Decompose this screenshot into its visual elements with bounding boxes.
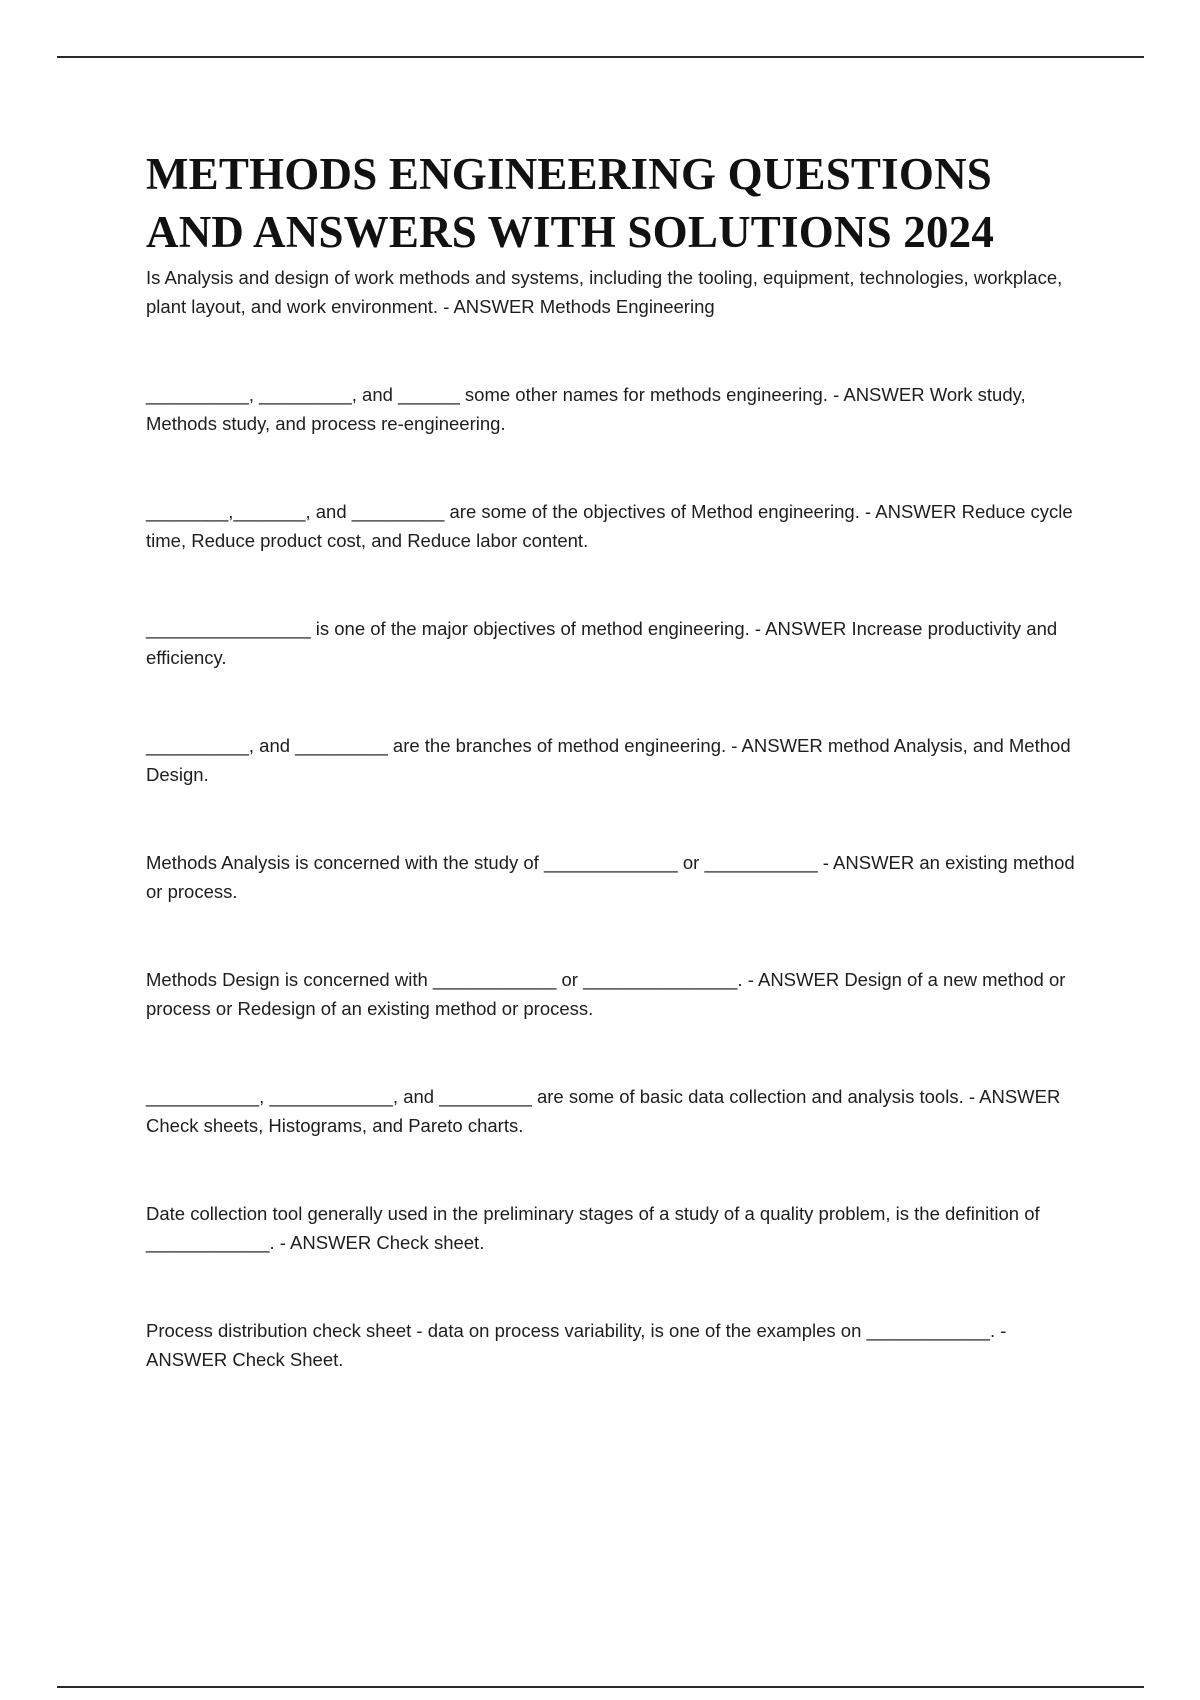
qa-item-1: Is Analysis and design of work methods and systems, including the tooling, equipment, technologies, workplace, plant layout, and work environment. - ANSWER Methods Engineering bbox=[146, 267, 1063, 317]
title-line-2: AND ANSWERS WITH SOLUTIONS 2024 bbox=[146, 207, 995, 257]
title-line-1: METHODS ENGINEERING QUESTIONS bbox=[146, 149, 992, 199]
qa-item-10: Process distribution check sheet - data on process variability, is one of the examples on ____________. - ANSWER Check Sheet. bbox=[146, 1320, 1007, 1370]
qa-item-5: __________, and _________ are the branches of method engineering. - ANSWER method Analysis, and Method Design. bbox=[146, 735, 1071, 785]
qa-item-4: ________________ is one of the major objectives of method engineering. - ANSWER Increase productivity and efficiency. bbox=[146, 618, 1058, 668]
qa-item-7: Methods Design is concerned with ____________ or _______________. - ANSWER Design of a new method or process or Redesign of an existing method or process. bbox=[146, 969, 1066, 1019]
bottom-rule bbox=[57, 1686, 1144, 1688]
qa-item-3: ________,_______, and _________ are some of the objectives of Method engineering. - ANSWER Reduce cycle time, Reduce product cost, and Reduce labor content. bbox=[146, 501, 1073, 551]
qa-item-6: Methods Analysis is concerned with the study of _____________ or ___________ - ANSWER an existing method or process. bbox=[146, 852, 1075, 902]
qa-item-9: Date collection tool generally used in the preliminary stages of a study of a quality problem, is the definition of ____________. - ANSWER Check sheet. bbox=[146, 1203, 1040, 1253]
qa-item-2: __________, _________, and ______ some other names for methods engineering. - ANSWER Work study, Methods study, and process re-engineering. bbox=[146, 384, 1026, 434]
document-title bbox=[146, 145, 1081, 261]
top-rule bbox=[57, 56, 1144, 58]
document-body bbox=[146, 145, 1081, 1374]
qa-item-8: ___________, ____________, and _________ are some of basic data collection and analysis tools. - ANSWER Check sheets, Histograms, and Pareto charts. bbox=[146, 1086, 1061, 1136]
